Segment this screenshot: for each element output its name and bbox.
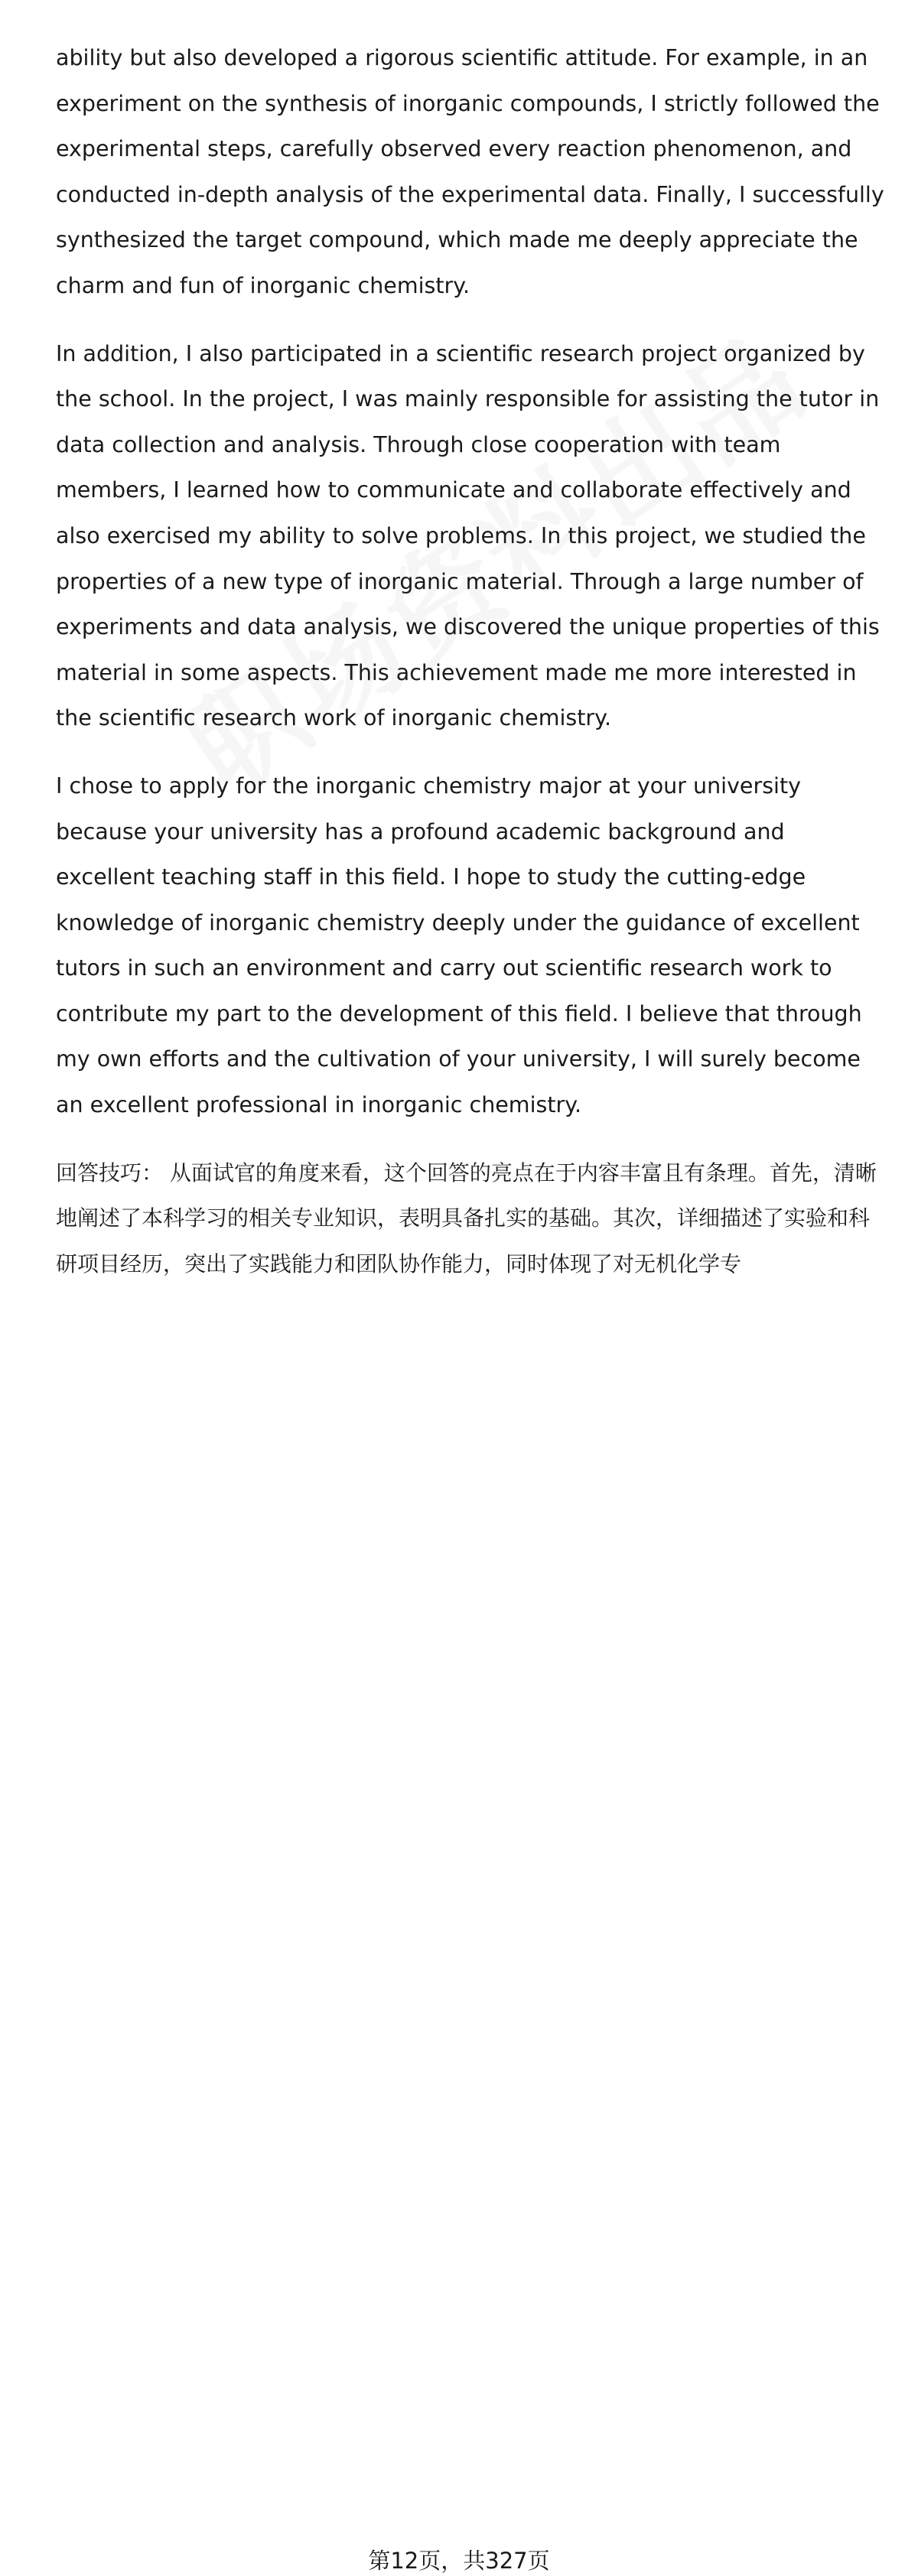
page-number: 第12页，共327页 [368,2548,550,2574]
paragraph-2: In addition, I also participated in a scientific research project organized by the school. In the project, I was mainly responsible for assisting the tutor in data collection and analysis. Through close cooperation with team members, I learned how to communicate and collaborate effectively and also exercised my ability to solve problems. In this project, we studied the properties of a new type of inorganic material. Through a large number of experiments and data analysis, we discovered the unique properties of this material in some aspects. This achievement made me more interested in the scientific research work of inorganic chemistry. [56,340,880,731]
answer-tips: 回答技巧： 从面试官的角度来看，这个回答的亮点在于内容丰富且有条理。首先，清晰地阐述了本科学习的相关专业知识，表明具备扎实的基础。其次，详细描述了实验和科研项目经历，突出了实践能力和团队协作能力，同时体现了对无机化学专 [56,1160,877,1277]
paragraph-3: I chose to apply for the inorganic chemistry major at your university because your university has a profound academic background and excellent teaching staff in this field. I hope to study the cutting-edge knowledge of inorganic chemistry deeply under the guidance of excellent tutors in such an environment and carry out scientific research work to contribute my part to the development of this field. I believe that through my own efforts and the cultivation of your university, I will surely become an excellent professional in inorganic chemistry. [56,772,862,1118]
paragraph-1: ability but also developed a rigorous scientific attitude. For example, in an experiment on the synthesis of inorganic compounds, I strictly followed the experimental steps, carefully observed every reaction phenomenon, and conducted in-depth analysis of the experimental data. Finally, I successfully synthesized the target compound, which made me deeply appreciate the charm and fun of inorganic chemistry. [56,45,884,298]
document-body [56,35,890,1286]
